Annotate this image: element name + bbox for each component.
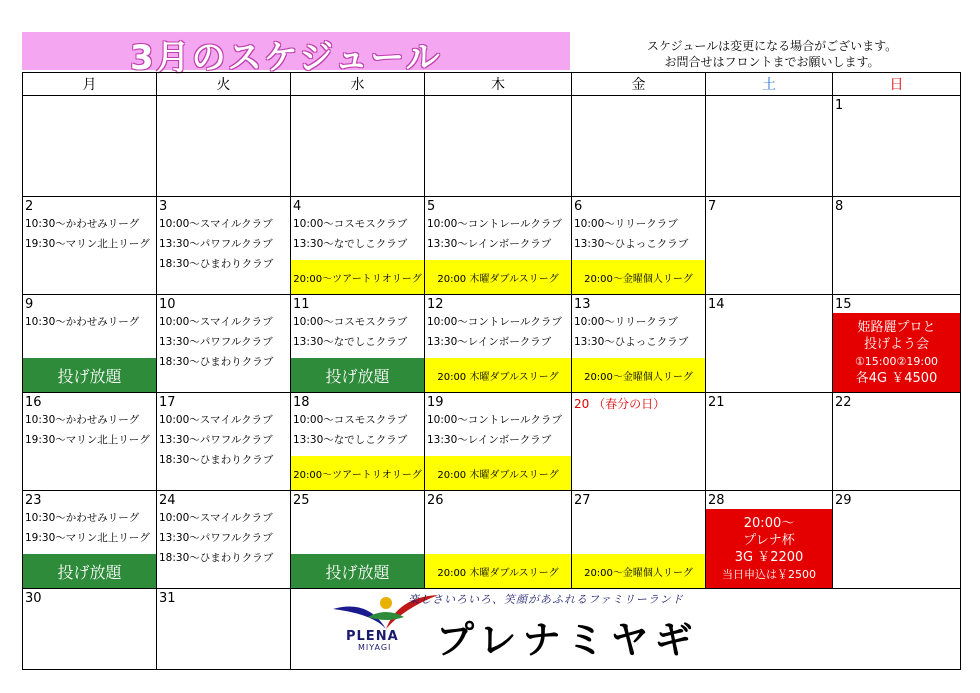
event-item: 10:30～かわせみリーグ [25, 512, 140, 524]
logo-en-sub: MIYAGI [358, 643, 392, 652]
league-badge: 20:00～ツアートリオリーグ [291, 456, 424, 490]
weekday-sun: 日 [833, 73, 961, 96]
day-number: 6 [574, 199, 583, 214]
day-number: 3 [159, 199, 168, 214]
event-item: 13:30～なでしこクラブ [293, 238, 408, 250]
notice-line: スケジュールは変更になる場合がございます。 [646, 39, 898, 53]
day-number: 23 [25, 493, 42, 508]
event-item: 10:00～スマイルクラブ [159, 414, 273, 426]
day-number [291, 96, 424, 98]
weekday-tue: 火 [157, 73, 291, 96]
event-item: 10:00～コントレールクラブ [427, 316, 562, 328]
event-item: 13:30～なでしこクラブ [293, 336, 408, 348]
day-cell [572, 197, 706, 295]
week-row [23, 491, 961, 589]
day-cell [157, 393, 291, 491]
day-number: 21 [708, 395, 725, 410]
event-item: 13:30～なでしこクラブ [293, 434, 408, 446]
day-number: 4 [293, 199, 302, 214]
day-number: 26 [427, 493, 444, 508]
day-cell [833, 96, 961, 197]
day-cell [157, 589, 291, 670]
day-cell [833, 491, 961, 589]
day-cell [425, 197, 572, 295]
league-badge: 20:00～金曜個人リーグ [572, 358, 705, 392]
day-number: 7 [708, 199, 717, 214]
day-number: 18 [293, 395, 310, 410]
event-item: 19:30～マリン北上リーグ [25, 434, 150, 446]
day-number: 29 [835, 493, 852, 508]
league-badge: 20:00 木曜ダブルスリーグ [425, 358, 571, 392]
day-number: 22 [835, 395, 852, 410]
day-number: 14 [708, 297, 725, 312]
notice-line: お問合せはフロントまでお願いします。 [664, 55, 880, 69]
week-row [23, 96, 961, 197]
special-event-line: 3G ￥2200 [734, 549, 804, 565]
day-cell [23, 96, 157, 197]
day-cell [23, 197, 157, 295]
day-number: 16 [25, 395, 42, 410]
event-item: 10:00～スマイルクラブ [159, 218, 273, 230]
day-cell [706, 393, 833, 491]
day-number [706, 96, 832, 98]
weekday-thu: 木 [425, 73, 572, 96]
day-cell [706, 295, 833, 393]
event-item: 10:00～コントレールクラブ [427, 414, 562, 426]
league-badge: 20:00～ツアートリオリーグ [291, 260, 424, 294]
weekday-header [23, 73, 961, 96]
day-cell [833, 393, 961, 491]
special-event-line: 各4G ￥4500 [855, 370, 938, 386]
event-item: 13:30～パワフルクラブ [159, 532, 273, 544]
event-item: 13:30～レインボークラブ [427, 434, 552, 446]
logo-en: PLENA [346, 629, 399, 644]
day-number: 9 [25, 297, 34, 312]
day-cell [572, 491, 706, 589]
day-number: 5 [427, 199, 436, 214]
day-number: 25 [293, 493, 310, 508]
week-row [23, 295, 961, 393]
special-event-line: 姫路麗プロと [857, 319, 936, 335]
day-cell [157, 295, 291, 393]
day-cell [291, 295, 425, 393]
day-cell [706, 197, 833, 295]
week-row [23, 393, 961, 491]
day-number: 11 [293, 297, 310, 312]
notice [592, 38, 952, 70]
day-cell [23, 295, 157, 393]
day-cell [157, 96, 291, 197]
event-item: 10:30～かわせみリーグ [25, 316, 140, 328]
weekday-fri: 金 [572, 73, 706, 96]
day-number: 30 [25, 591, 42, 606]
day-cell [291, 491, 425, 589]
event-item: 19:30～マリン北上リーグ [25, 532, 150, 544]
logo-slogan: 楽しさいろいろ、笑顔があふれるファミリーランド [408, 593, 684, 606]
day-cell [291, 197, 425, 295]
day-cell [425, 393, 572, 491]
day-number: 24 [159, 493, 176, 508]
event-item: 18:30～ひまわりクラブ [159, 552, 274, 564]
day-number: 13 [574, 297, 591, 312]
league-badge: 20:00 木曜ダブルスリーグ [425, 260, 571, 294]
day-cell [23, 393, 157, 491]
day-number: 31 [159, 591, 176, 606]
event-item: 13:30～パワフルクラブ [159, 434, 273, 446]
calendar-table [22, 72, 961, 670]
day-number: 17 [159, 395, 176, 410]
weekday-mon: 月 [23, 73, 157, 96]
all-you-can-bowl-badge: 投げ放題 [291, 554, 424, 588]
page-title: 3月のスケジュール [130, 38, 442, 78]
special-event-line: プレナ杯 [743, 532, 795, 548]
special-event-line: 当日申込は￥2500 [722, 567, 816, 581]
event-item: 10:00～リリークラブ [574, 218, 678, 230]
day-number [157, 96, 290, 98]
day-number: 2 [25, 199, 34, 214]
day-cell [291, 96, 425, 197]
day-cell [572, 96, 706, 197]
day-number: 1 [835, 98, 844, 113]
plena-logo [288, 583, 832, 661]
league-badge: 20:00～金曜個人リーグ [572, 260, 705, 294]
event-item: 19:30～マリン北上リーグ [25, 238, 150, 250]
special-event-line: 20:00～ [743, 515, 795, 531]
league-badge: 20:00～金曜個人リーグ [572, 554, 705, 588]
day-cell [425, 295, 572, 393]
day-cell [425, 96, 572, 197]
day-cell [572, 295, 706, 393]
event-item: 10:30～かわせみリーグ [25, 414, 140, 426]
event-item: 10:30～かわせみリーグ [25, 218, 140, 230]
week-row [23, 197, 961, 295]
day-cell [157, 491, 291, 589]
event-item: 10:00～スマイルクラブ [159, 316, 273, 328]
day-cell [291, 393, 425, 491]
event-item: 10:00～コスモスクラブ [293, 316, 408, 328]
day-number [23, 96, 156, 98]
weekday-wed: 水 [291, 73, 425, 96]
day-cell [706, 491, 833, 589]
league-badge: 20:00 木曜ダブルスリーグ [425, 554, 571, 588]
special-event-box [706, 509, 832, 588]
event-item: 13:30～ひよっこクラブ [574, 336, 689, 348]
all-you-can-bowl-badge: 投げ放題 [23, 554, 156, 588]
event-item: 18:30～ひまわりクラブ [159, 258, 274, 270]
logo-brand: プレナミヤギ [436, 618, 699, 662]
league-badge: 20:00 木曜ダブルスリーグ [425, 456, 571, 490]
event-item: 13:30～パワフルクラブ [159, 336, 273, 348]
event-item: 10:00～コスモスクラブ [293, 218, 408, 230]
special-event-box [833, 313, 960, 392]
day-number: 12 [427, 297, 444, 312]
event-item: 10:00～コントレールクラブ [427, 218, 562, 230]
day-number [425, 96, 571, 98]
day-cell [23, 589, 157, 670]
day-cell [572, 393, 706, 491]
day-number: 27 [574, 493, 591, 508]
day-cell [833, 295, 961, 393]
day-cell [23, 491, 157, 589]
holiday-label: 20 （春分の日） [574, 397, 666, 411]
day-number: 8 [835, 199, 844, 214]
day-cell [833, 197, 961, 295]
weekday-sat: 土 [706, 73, 833, 96]
special-event-line: 投げよう会 [863, 336, 929, 352]
event-item: 10:00～スマイルクラブ [159, 512, 273, 524]
event-item: 13:30～パワフルクラブ [159, 238, 273, 250]
special-event-line: ①15:00②19:00 [854, 354, 939, 368]
day-number: 19 [427, 395, 444, 410]
event-item: 13:30～レインボークラブ [427, 238, 552, 250]
event-item: 13:30～レインボークラブ [427, 336, 552, 348]
day-cell [157, 197, 291, 295]
event-item: 18:30～ひまわりクラブ [159, 454, 274, 466]
day-number [572, 96, 705, 98]
all-you-can-bowl-badge: 投げ放題 [291, 358, 424, 392]
event-item: 10:00～リリークラブ [574, 316, 678, 328]
event-item: 18:30～ひまわりクラブ [159, 356, 274, 368]
event-item: 10:00～コスモスクラブ [293, 414, 408, 426]
day-number: 28 [708, 493, 725, 508]
all-you-can-bowl-badge: 投げ放題 [23, 358, 156, 392]
day-cell [706, 96, 833, 197]
day-cell [425, 491, 572, 589]
day-number: 15 [835, 297, 852, 312]
event-item: 13:30～ひよっこクラブ [574, 238, 689, 250]
day-number: 10 [159, 297, 176, 312]
